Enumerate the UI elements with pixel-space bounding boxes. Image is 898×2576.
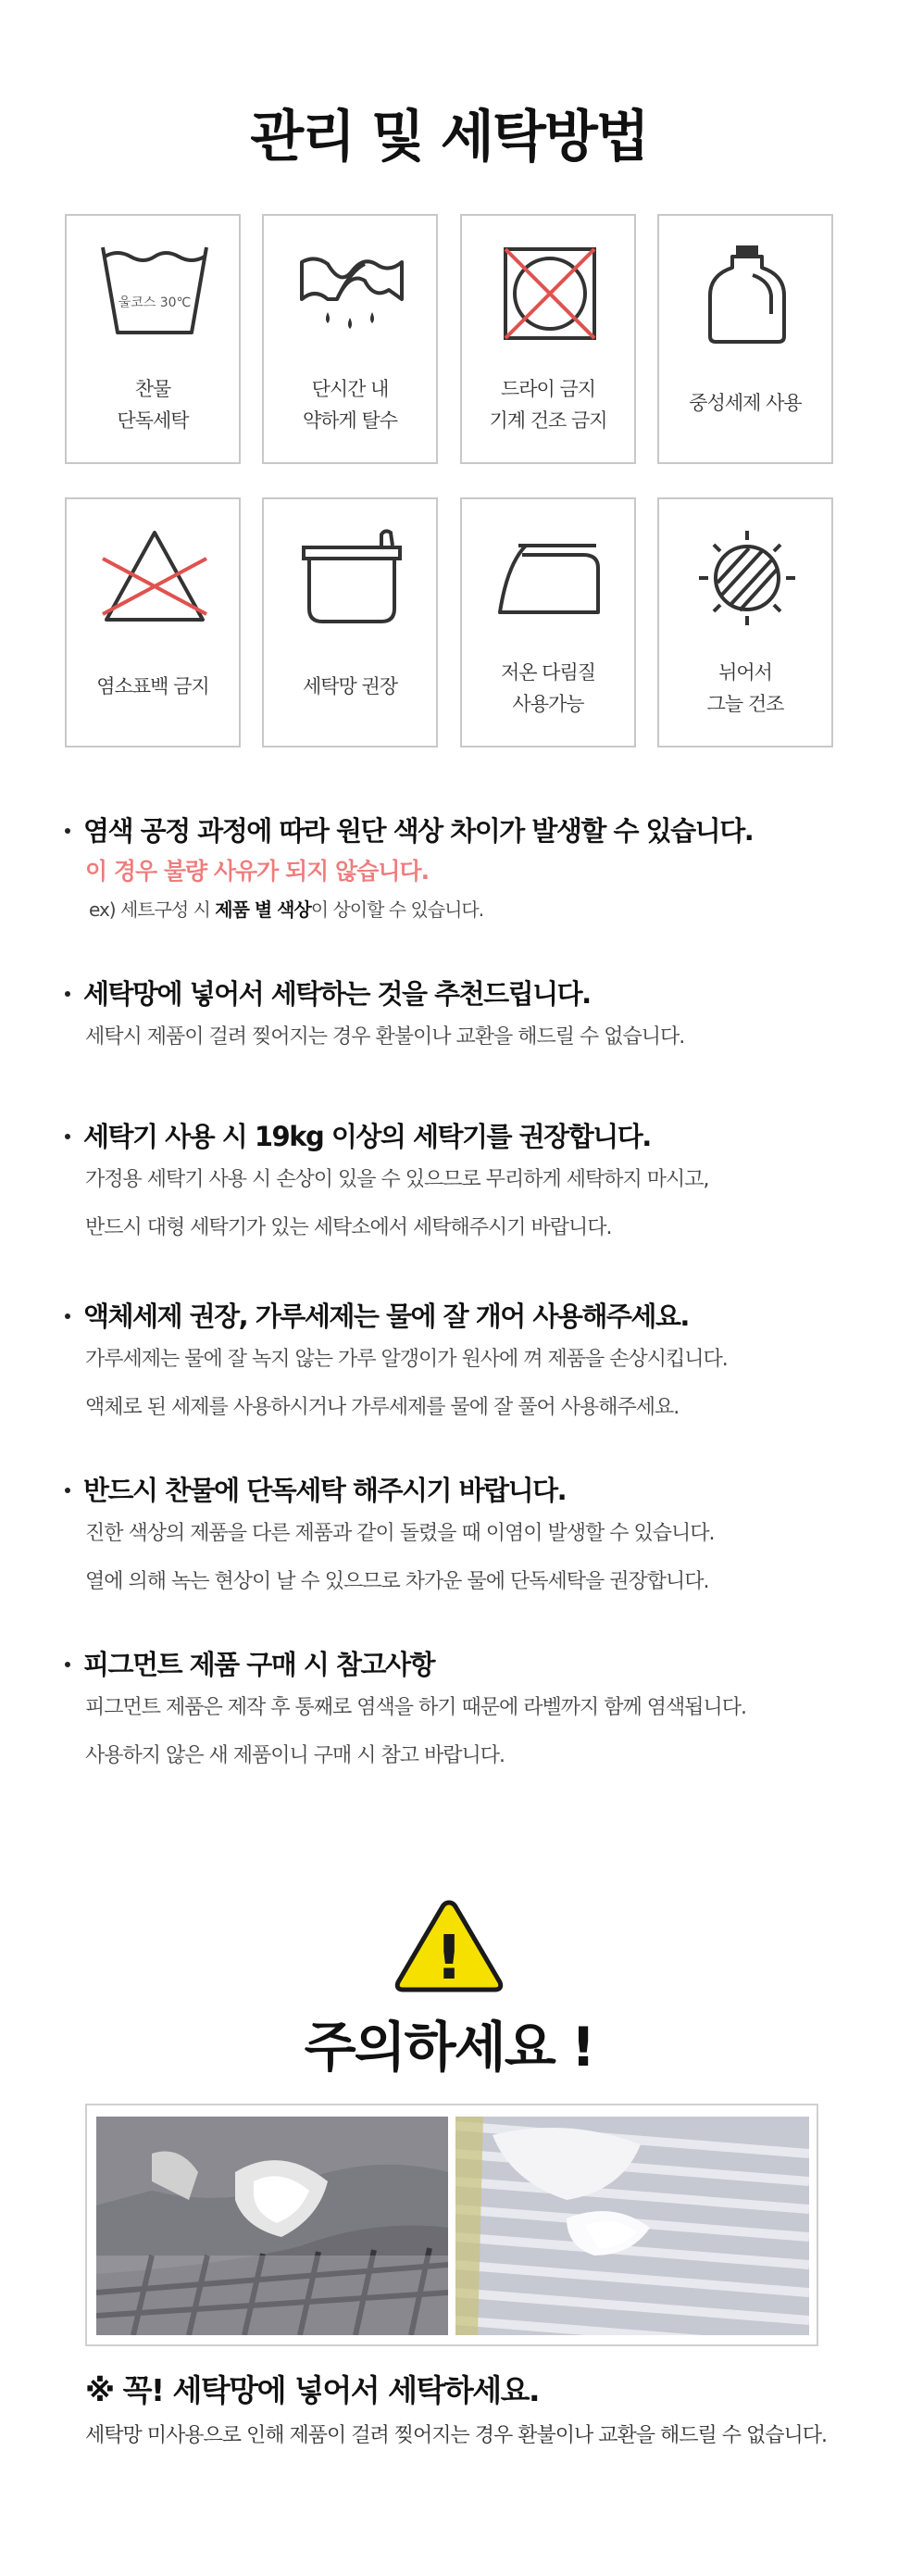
bullet-icon — [65, 991, 70, 997]
care-label — [462, 657, 634, 720]
care-card-low-iron — [460, 497, 636, 748]
section-heading-text: 피그먼트 제품 구매 시 참고사항 — [83, 1649, 435, 1680]
example-note — [89, 893, 857, 926]
section-heading-text: 염색 공정 과정에 따라 원단 색상 차이가 발생할 수 있습니다. — [83, 815, 754, 847]
care-label — [659, 657, 831, 720]
notice-section-pigment — [61, 1645, 857, 1780]
warning-exclamation: ! — [434, 1922, 464, 1993]
section-line: 가루세제는 물에 잘 녹지 않는 가루 알갱이가 원사에 껴 제품을 손상시킵니다. — [85, 1348, 728, 1371]
bullet-icon — [65, 1488, 70, 1493]
defect-warning-text: 이 경우 불량 사유가 되지 않습니다. — [85, 858, 430, 885]
care-label — [67, 373, 239, 436]
notice-section-net — [61, 974, 857, 1062]
care-card-neutral-detergent — [657, 214, 833, 464]
example-prefix: ex) 세트구성 시 — [89, 898, 216, 921]
net-notice-text: 세탁망 미사용으로 인해 제품이 걸려 찢어지는 경우 환불이나 교환을 해드릴 수 없습니다. — [85, 2424, 827, 2447]
low-temp-iron-icon — [494, 527, 605, 629]
care-label-line2: 단독세탁 — [117, 409, 189, 432]
notice-section-color — [61, 811, 857, 926]
section-line: 액체로 된 세제를 사용하시거나 가루세제를 물에 잘 풀어 사용해주세요. — [85, 1396, 680, 1419]
care-label-line1: 중성세제 사용 — [689, 392, 802, 414]
section-heading-text: 세탁기 사용 시 19kg 이상의 세탁기를 권장합니다. — [83, 1121, 651, 1152]
care-label-line2: 사용가능 — [512, 693, 584, 715]
caution-title: 주의하세요 ! — [304, 2016, 594, 2079]
care-label-line1: 드라이 금지 — [500, 378, 596, 400]
torn-blanket-photo — [96, 2117, 448, 2335]
section-heading — [61, 1645, 857, 1684]
care-label — [462, 373, 634, 436]
notice-section-cold-water — [61, 1471, 857, 1606]
warning-triangle-icon — [393, 1897, 505, 1993]
net-notice-title: ※ 꼭! 세탁망에 넣어서 세탁하세요. — [85, 2372, 540, 2408]
bullet-icon — [65, 1313, 70, 1319]
example-suffix: 이 상이할 수 있습니다. — [310, 898, 484, 921]
section-heading-text: 액체세제 권장, 가루세제는 물에 잘 개어 사용해주세요. — [83, 1301, 689, 1332]
section-heading — [61, 974, 857, 1013]
section-line: 세탁시 제품이 걸려 찢어지는 경우 환불이나 교환을 해드릴 수 없습니다. — [85, 1025, 685, 1049]
section-heading — [61, 1471, 857, 1510]
detergent-bottle-icon — [692, 244, 803, 346]
care-label — [67, 671, 239, 702]
care-card-no-dry — [460, 214, 636, 464]
bullet-icon — [65, 1134, 70, 1139]
care-label-line1: 단시간 내 — [311, 378, 389, 400]
care-label-line1: 세탁망 권장 — [302, 675, 398, 697]
notice-section-washer — [61, 1117, 857, 1252]
notice-section-detergent — [61, 1297, 857, 1432]
care-label — [264, 671, 436, 702]
care-label-line1: 찬물 — [134, 378, 171, 400]
care-label-line1: 염소표백 금지 — [96, 675, 209, 697]
care-label-line1: 저온 다림질 — [500, 661, 596, 684]
section-heading — [61, 1297, 857, 1336]
section-line: 반드시 대형 세탁기가 있는 세탁소에서 세탁해주시기 바랍니다. — [85, 1216, 612, 1239]
section-heading-text: 세탁망에 넣어서 세탁하는 것을 추천드립니다. — [83, 978, 591, 1010]
section-heading — [61, 1117, 857, 1156]
no-bleach-icon — [99, 527, 210, 629]
page-title: 관리 및 세탁방법 — [250, 105, 648, 170]
care-card-gentle-spin — [262, 214, 438, 464]
wring-twist-icon — [296, 244, 407, 346]
care-label — [264, 373, 436, 436]
section-line: 사용하지 않은 새 제품이니 구매 시 참고 바랍니다. — [85, 1744, 505, 1767]
care-card-laundry-net — [262, 497, 438, 748]
care-label-line2: 그늘 건조 — [706, 693, 784, 715]
washbasin-30c-icon — [99, 244, 210, 346]
bullet-icon — [65, 1662, 70, 1667]
care-label-line1: 뉘어서 — [718, 661, 772, 684]
care-card-no-bleach — [65, 497, 241, 748]
section-line: 가정용 세탁기 사용 시 손상이 있을 수 있으므로 무리하게 세탁하지 마시고, — [85, 1168, 709, 1191]
care-label-line2: 기계 건조 금지 — [489, 409, 607, 432]
laundry-net-icon — [296, 527, 407, 629]
section-line: 열에 의해 녹는 현상이 날 수 있으므로 차가운 물에 단독세탁을 권장합니다. — [85, 1570, 709, 1593]
care-card-shade-dry — [657, 497, 833, 748]
section-line: 피그먼트 제품은 제작 후 통째로 염색을 하기 때문에 라벨까지 함께 염색됩니다. — [85, 1696, 746, 1719]
section-heading-text: 반드시 찬물에 단독세탁 해주시기 바랍니다. — [83, 1475, 567, 1506]
care-label-line2: 약하게 탈수 — [302, 409, 398, 432]
care-label — [659, 387, 831, 419]
no-tumble-dry-icon — [494, 244, 605, 346]
torn-pillow-photo — [455, 2117, 809, 2335]
bullet-icon — [65, 828, 70, 834]
damage-photo-frame — [85, 2104, 818, 2346]
care-card-cold-wash — [65, 214, 241, 464]
section-heading — [61, 811, 857, 850]
dry-in-shade-icon — [692, 527, 803, 629]
washbasin-temp-text: 울코스 30℃ — [118, 295, 192, 310]
section-line: 진한 색상의 제품을 다른 제품과 같이 돌렸을 때 이염이 발생할 수 있습니다. — [85, 1522, 715, 1545]
example-bold: 제품 별 색상 — [215, 898, 311, 921]
